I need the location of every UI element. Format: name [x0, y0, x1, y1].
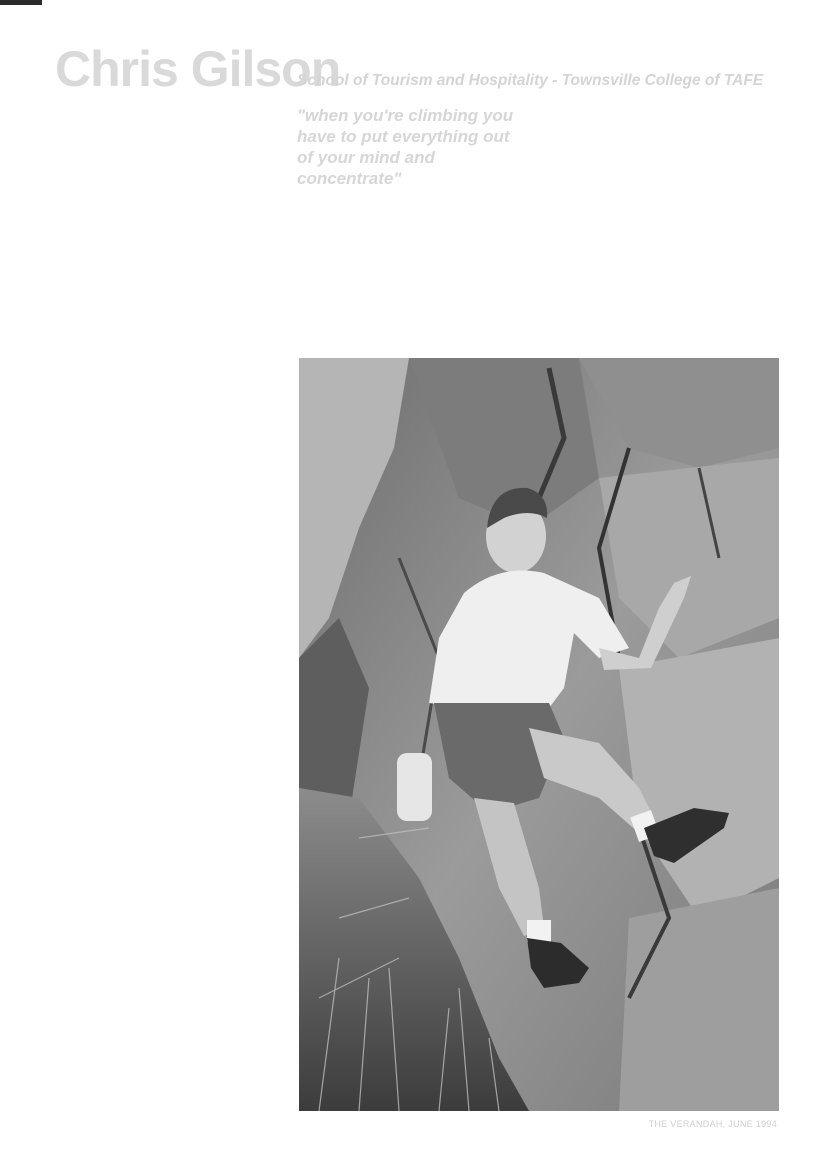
pull-quote: "when you're climbing you have to put everything out of your mind and concentrate" — [297, 106, 514, 188]
column-2 — [297, 101, 525, 346]
column-3 — [541, 101, 778, 346]
corner-mark — [0, 0, 42, 5]
rock-climber-photo — [299, 358, 779, 1111]
article-title: Chris Gilson — [55, 41, 341, 97]
column-1 — [55, 101, 283, 1121]
article-subtitle: School of Tourism and Hospitality - Townsville College of TAFE — [297, 72, 764, 89]
footer-publication: THE VERANDAH, JUNE 1994 — [648, 1119, 777, 1129]
